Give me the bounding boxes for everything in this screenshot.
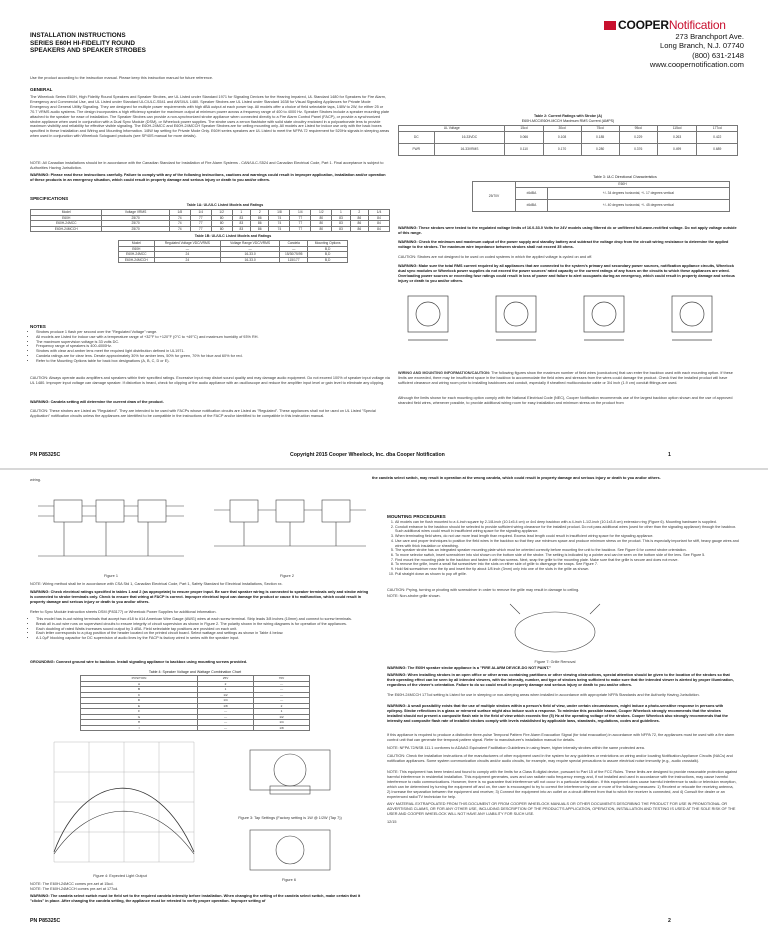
table-2 [398,125,738,156]
table-header-cell: POSITION [81,676,198,682]
table-cell: 80 [211,215,232,221]
table-cell: ±6dBA [516,187,548,199]
grounding-text: GROUNDING: Connect ground wire to backbox. Install signaling appliance to backbox using mounting screws provided. [30,660,248,664]
list-item: 6. To move selector switch, insert screwdriver into slot shown on the bottom side of the strobe. The setting is indicated by a pointer and can be seen on the bottom side of the lens. See Figure 5. [395,553,745,558]
table-header-cell: 177cd [697,126,738,132]
list-item: • Strobes with clear and amber lens meet the required light distribution defined in UL1971. [36,349,391,354]
table-header-cell: Candela [280,241,308,247]
caution-grille: CAUTION: Prying, turning or pivoting with screwdriver in order to remove the grille may result in damage to ceiling. [387,588,580,592]
table-header-cell: 2 [251,210,269,216]
list-item: • Each doubling of rated Watts increases sound output by 3 dBA. Field selectable tap positions are provided on each unit. [36,627,372,632]
list-item: 3. When terminating field wires, do not use more lead length than required. Excess lead length could result in insufficient wiring space for the signaling appliance. [395,534,745,539]
table-row [399,143,738,155]
general-warning: WARNING: Please read these instructions carefully. Failure to comply with any of the following instructions, cautions and warnings could result in improper application, installation and/or operation of these products in an emergency situation, which could result in property damage and serious injury or death to you and/or others. [30,173,386,182]
table-cell: 0.263 [657,131,697,143]
table-cell: 86 [350,221,368,227]
list-item: 10. Pull straight down as shown to pop off grille. [395,572,745,577]
table-header-cell: UL Voltage [399,126,505,132]
table-cell: 25/70V [473,182,516,212]
table-cell: 16-33VDC [434,131,505,143]
table-cell: B [81,687,198,693]
warning-power-supply: WARNING: Check the minimum and maximum output of the power supply and standby battery and subtract the voltage drop from the circuit wiring resistance to determine the applied voltage to the strobes. The maximum wire impedance between strobes shall not exceed 35 ohms. [398,240,729,249]
note-non-strobe: NOTE: Non-strobe grille shown. [387,594,441,598]
table-1a [30,209,390,232]
table-header-cell: Regulated Voltage VDC/VRMS [154,241,220,247]
table-cell: 74 [169,215,190,221]
figure-4-caption: Figure 4: Expected Light Output [93,874,147,878]
table-header-cell: 1/8 [169,210,190,216]
company-address [650,32,744,70]
table-cell: E [81,703,198,709]
table-cell: 83 [232,215,250,221]
table-cell: 1/2 [254,714,310,720]
wiring-note: NOTE: Wiring method shall be in accordance with CSA Std 1, Canadian Electrical Code, Part 1, Safety Standard for Electrical Installations, Section xx. [30,582,283,586]
caution-regulated: CAUTION: These strobes are Listed as "Regulated". They are intended to be used with FACPs whose notification circuits are Listed as "Regulated". These appliances shall not be used on UL Listed "Special Application" notification circuits unless the appliances are identified to be compatible in the instructions of the FACP and/or identified to be compatible in this instruction manual. [30,409,376,418]
list-item: • Break all in-out wire runs on supervised circuits to ensure integrity of circuit supervision as shown in Figure 2. The polarity shown in the wiring diagrams is for operation of the appliances. [36,622,372,627]
table-cell: A [81,681,198,687]
logo-product: Notification [668,18,726,32]
list-item: • This model has in-out wiring terminals that accept two #18 to #14 American Wire Gauge (AWG) wires at each screw terminal. Strip leads 3/8 inches (10mm) and connect to screw terminals. [36,617,372,622]
figure-2-caption: Figure 2 [280,574,294,578]
table-cell: 1/4 [198,698,254,704]
document-page-2 [0,470,768,932]
table-cell: 115/177 [280,257,308,263]
table-cell: E60H-24MCCH [31,226,102,232]
table-cell: 74 [169,226,190,232]
table-header-cell: 1/4 [190,210,211,216]
table-cell: 77 [190,215,211,221]
list-item: • Strobes produce 1 flash per second over the "Regulated Voltage" range. [36,330,391,335]
notes-heading: NOTES [30,324,46,329]
table-cell: DC [399,131,435,143]
table-cell: 83 [332,226,350,232]
table-cell: — [254,681,310,687]
table-cell: F [81,709,198,715]
table-cell: 15/30/75/95 [280,252,308,258]
page-number: 1 [668,452,671,458]
list-item: 8. To remove the grille, insert a small flat screwdriver into the slots on either side of grille to disengage the snaps. See Figure 7. [395,562,745,567]
table-cell: E60H-24MCC [119,252,155,258]
table-3-title: Table 3: ULC Directional Characteristics [593,175,657,179]
table-header-cell: 1/2 [311,210,332,216]
list-item: • Each letter corresponds to a plug position of the header located on the printed circuit board. Select wattage and settings as shown in Table 4 below. [36,631,372,636]
table-cell: D [81,698,198,704]
table-cell: E60H-24MCC [31,221,102,227]
table-cell: 84 [369,215,390,221]
warning-candela: WARNING: Candela setting will determine the current draw of the product. [30,400,164,404]
table-header-cell: 2 [350,210,368,216]
table-header-cell: 70V [254,676,310,682]
sync-module-ref: Refer to Sync Module instruction sheets DSM (P83177) or Wheelock Power Supplies for additional information. [30,610,217,614]
figure-6-diagram [230,824,350,878]
figure-7-caption: Figure 7: Grille Removal [534,660,576,664]
table-cell: 83 [332,221,350,227]
table-row [119,257,348,263]
disclaimer: ANY MATERIAL EXTRAPOLATED FROM THIS DOCUMENT OR FROM COOPER WHEELOCK MANUALS OR OTHER DOCUMENTS DESCRIBING THE PRODUCT FOR USE IN PROMOTIONAL OR ADVERTISING CLAIMS, OR FOR ANY OTHER USE, INCLUDING DESCRIPTION OF THE PRODUCT'S APPLICATION, OPERATION, INSTALLATION AND TESTING IS USED AT THE SOLE RISK OF THE USER AND COOPER WHEELOCK WILL NOT HAVE ANY LIABILITY FOR SUCH USE. [387,802,736,816]
table-cell: 83 [232,221,250,227]
table-cell: 1/2 [198,692,254,698]
table-cell: 25/70 [102,226,169,232]
table-cell: 24 [154,252,220,258]
table-cell: 86 [251,226,269,232]
address-line: Long Branch, N.J. 07740 [659,41,744,51]
table-cell: 16-33.0 [221,252,280,258]
list-item: • Frequency range of speakers is 400-4000Hz. [36,344,391,349]
general-heading: GENERAL [30,87,53,92]
table-cell: 2 [254,703,310,709]
table-cell: 74 [169,221,190,227]
table-1b-title: Table 1B: UL/ULC Listed Models and Ratings [194,234,272,238]
table-cell: +/- 40 degrees horizontal, +/- 45 degrees vertical [547,199,729,211]
table-cell: 0.066 [505,131,543,143]
warning-candela-switch: WARNING: The candela select switch must be field set to the required candela intensity before installation. When changing the setting of the candela select switch, make certain that it "clicks" in place. After changing the candela setting, the appliance must be retested to verify proper operation. Improper setting of [30,894,361,903]
table-cell: 2 [198,681,254,687]
list-item: • A 1.0μF blocking capacitor for DC supervision of audio lines by the FACP is factory wired in series with the speaker input. [36,636,372,641]
table-cell: 0.170 [543,143,581,155]
table-cell: B,D [308,257,348,263]
table-cell: 86 [251,221,269,227]
table-cell: 74 [269,226,290,232]
table-header-cell: 115cd [657,126,697,132]
table-header-cell: Model [31,210,102,216]
revision-date: 12/15 [387,820,397,824]
specifications-heading: SPECIFICATIONS [30,196,69,201]
table-cell: 1 [254,709,310,715]
table-cell: — [198,725,254,731]
mounting-procedures-heading: MOUNTING PROCEDURES [387,514,446,519]
part-number-page-2: PN P85325C [30,918,61,924]
table-cell: 25/70 [102,221,169,227]
table-header-cell: 1 [332,210,350,216]
table-cell: — [198,709,254,715]
notes-list [30,330,391,364]
address-line: www.coopernotification.com [649,60,744,70]
table-cell: B,D [308,252,348,258]
table-cell: E60H-24MCCH [119,257,155,263]
table-header-cell: 1/2 [211,210,232,216]
table-header-cell: 15cd [505,126,543,132]
caution-check-instructions: CAUTION: Check the installation instructions of the manufacturers of other equipment used in the system for any guidelines or restrictions on wiring and/or locating Notification Appliance Circuits (NACs) and notification appliances. Some system communication circuits and/or audio circuits, for example, may require special precautions to assure electrical noise immunity (e.g., audio crosstalk). [387,754,733,763]
table-4 [80,675,310,731]
list-item: 4. Use care and proper techniques to position the field wires in the backbox so that they use minimum space and produce minimum stress on the product. This is especially important for stiff, heavy gauge wires and wires with thick insulation or sheathing. [395,539,745,548]
wiring-diagram-figure-2 [210,486,370,572]
table-1b [118,240,348,263]
candela-continuation: the candela select switch, may result in operation at the wrong candela, which could result in property damage and serious injury or death to you and/or others. [372,476,661,480]
mounting-steps [387,520,745,576]
cooper-notification-logo [604,18,726,32]
table-cell: ±6dBA [516,199,548,211]
copyright: Copyright 2015 Cooper Wheelock, Inc. dba Cooper Notification [290,452,445,458]
table-cell: 24 [154,257,220,263]
table-cell: B,D [308,246,348,252]
note-177cd: The E60H-24MCCH 177cd setting is Listed for use in sleeping or non-sleeping areas when installed in accordance with appropriate NFPA Standards and the Authority Having Jurisdiction. [387,693,700,697]
grille-removal-figure [500,602,610,660]
table-header-cell: 25V [198,676,254,682]
table-cell: 80 [311,221,332,227]
table-cell: 1/8 [198,703,254,709]
table-cell: 25/70 [102,215,169,221]
table-cell: 0.499 [657,143,697,155]
table-4-title: Table 4: Speaker Voltage and Wattage Combination Chart [148,670,242,674]
temporal-pattern-text: If this appliance is required to produce a distinctive three-pulse Temporal Pattern Fire Alarm Evacuation Signal (for total evacuation) in accordance with NFPA 72, the appliances must be used with a fire alarm control unit that can generate the temporal pattern signal. Refer to manufacturer's installation manual for details. [387,733,735,742]
general-body: The Wheelock Series E60H, High Fidelity Round Speakers and Speaker Strobes, are UL Listed under Standard 1971 for Signaling Devices for the Hearing Impaired, UL Standard 1480 for Speakers for Fire Alarm, Emergency and Commercial Use, and UL Listed under Standard ULC/ULC-S541 and ANSI/UL 1480. Speaker Strobes are UL Listed under Standard 1638 for Visual Signaling Appliances for Private Mode Emergency and General Utility Signaling. They are designed for multiple power requirements with high dBA output at each power tap. All models offer a choice of field selectable taps, 1/8W to 2W, for either 25 or 70.7 VRMS audio systems. The design incorporates a high efficiency speaker for maximum output at minimum power across a frequency range of 400 to 4000 Hz. Speaker Strobes include a speaker mounting plate attached to the speaker for ease of installation. The Speaker Strobes can provide a non-synchronized strobe appliance when connected directly to a Fire Alarm Control Panel (FACP), or provide a synchronized strobe appliance when used in conjunction with a Dual Sync Module (DSM), or Wheelock power supplies. The strobe uses a xenon flashtube with solid state circuitry enclosed in a polycarbonate lens to provide maximum visibility and reliability for effective visible signaling. The E60H-24MCC and E60H-24MCCH Speaker Strobes are for ceiling mounting only. All models are Listed for indoor use only with the back boxes specified in these Installation and Wiring and Mounting Information. 1/8W tap setting for Private Mode Only. E60H series speakers are UL Listed to meet the NFPA 72 requirement for 520Hz signals in sleeping areas when used in conjunction with Wheelock Sologuard products (see SP40S manual for more details). [30,95,390,139]
candela-preset-note-2: NOTE: The E60H-24MCCH comes pre-set at 177cd. [30,887,119,891]
table-cell: — [221,246,280,252]
table-cell: 1/4 [254,720,310,726]
warning-rms-current: WARNING: Make sure the total RMS current required by all appliances that are connected to the system's primary and secondary power sources, notification appliance circuits, Wheelock dual sync modules or Wheelock power supplies do not exceed the power sources' rated capacity or the current ratings of any fuses on the circuits to which these appliances are wired. Overloading power sources or exceeding fuse ratings could result in loss of power and failure to alert occupants during an emergency, which could result in property damage and serious injury or death to you and/or others. [398,264,735,283]
table-header-cell: Mounting Options [308,241,348,247]
caution-amplifiers: CAUTION: Always operate audio amplifiers and speakers within their specified ratings. Excessive input may distort sound quality and may damage audio equipment. Do not exceed 100% of speaker input voltage via UL 1480. Improper input voltage can damage speaker. If distortion is heard, check for clipping of the audio appliance with an oscilloscope and reduce the amplifier input level or gain level to eliminate any clipping. [30,376,390,385]
warning-strobe-location: WARNING: When installing strobes in an open office or other areas containing partitions or other viewing obstructions, special attention should be given to the location of the strobes so that their operating effect can be seen by all intended viewers, with the intensity, number, and type of strobes being sufficient to make sure that the intended viewer is alerted by proper illumination, regardless of the viewer's orientation. Failure to do so could result in property damage and serious injury or death to you and/or others. [387,673,734,687]
table-cell: — [254,698,310,704]
note-fcc: NOTE: This equipment has been tested and found to comply with the limits for a Class B digital device, pursuant to Part 15 of the FCC Rules. These limits are designed to provide reasonable protection against harmful interference in residential installation. This equipment generates, uses and can radiate radio frequency energy and, if not installed and used in accordance with the instructions, may cause harmful interference to radio communications. However, there is no guarantee that interference will not occur in a particular installation. If this equipment does cause harmful interference to radio or television reception, which can be determined by turning the equipment off and on, the user is encouraged to try to correct the interference by one or more of the following measures: 1) Reorient or relocate the receiving antenna, 2) Increase the separation between the equipment and receiver, 3) Connect the equipment into an outlet on a circuit different from that to which the receiver is connected, and 4) Consult the dealer or an experienced radio/TV technician for help. [387,770,737,799]
wiring-text-2: Although the limits shown for each mounting option comply with the National Electrical Code (NEC), Cooper Notification recommends use of the largest backbox option shown and the use of approved stranded field wires, whenever possible, to provide additional wiring room for easy installation and minimum stress on the product from [398,396,733,405]
table-2-title: Table 2: Current Ratings with Strobe (A) [533,114,603,118]
table-cell: — [280,246,308,252]
list-item: 2. Conduit entrance to the backbox should be selected to provide sufficient wiring clearance for the installed product. Do not pass additional wires (used for other than the signaling appliance) through the backbox. Such additional wires could result in insufficient wiring space for the signaling appliance. [395,525,745,534]
title-line: INSTALLATION INSTRUCTIONS [30,32,126,39]
table-cell: 16-33VRMS [434,143,505,155]
title-line: SERIES E60H HI-FIDELITY ROUND [30,39,135,47]
list-item: 5. The speaker strobe has an integrated speaker mounting plate which must be oriented correctly before mounting the unit to the backbox. See Figure 6 for correct strobe orientation. [395,548,745,553]
table-cell: 0.108 [543,131,581,143]
warning-do-not-paint: WARNING: The E60H speaker strobe appliance is a "FIRE ALARM DEVICE-DO NOT PAINT." [387,666,551,670]
table-cell: H [81,720,198,726]
table-row [31,226,390,232]
mounting-options-diagram [398,290,738,368]
table-header-cell: Voltage Range VDC/VRMS [221,241,280,247]
wiring-text: The following figures show the maximum number of field wires (conductors) that can enter the backbox used with each mounting option. If these limits are exceeded, there may be insufficient space in the backbox to accommodate the field wires and stresses from the wires could damage the product. Check that the installed product will have sufficient clearance and wiring room prior to installing backboxes and conduit, especially if sheathed multiconductor cable or 3/4 inch (1.9 cm) conduit fittings are used. [398,371,733,385]
cooper-logo-mark-icon [604,21,616,30]
logo-brand: COOPER [618,18,669,32]
table-cell: 0.110 [505,143,543,155]
table-cell: 0.229 [619,131,657,143]
part-number: PN P85325C [30,452,61,458]
table-cell: 86 [350,215,368,221]
warning-terminals: WARNING: Check electrical ratings specified in tables 1 and 2 (as appropriate) to ensure proper input. Be sure that speaker wiring is connected to speaker terminals only and strobe wiring is connected to strobe terminals only. Check to ensure that wiring at FACP is correct. Improper electrical input can damage the product or cause it to malfunction, which could result in property damage and serious injury or death to you and/or others. [30,590,369,604]
table-cell: 77 [290,215,311,221]
wiring-diagram-figure-1 [34,486,202,572]
table-cell: 83 [332,215,350,221]
table-cell: 1/8 [254,725,310,731]
expected-light-output-figure [34,732,202,872]
table-cell: 0.280 [581,143,619,155]
table-cell: G [81,714,198,720]
table-cell: E60H [119,246,155,252]
table-header-cell: Voltage VRMS [102,210,169,216]
figure-6-caption: Figure 6 [282,878,296,882]
intro-text: Use the product according to the instruction manual. Please keep this instruction manual for future reference. [30,76,213,80]
table-1a-title: Table 1A: UL/ULC Listed Models and Ratings [186,203,264,207]
table-cell: +/- 34 degrees horizontal, +/- 17 degrees vertical [547,187,729,199]
wiring-mounting-text [398,371,738,386]
table-cell: 74 [269,215,290,221]
table-cell: 77 [190,221,211,227]
table-cell: — [254,692,310,698]
table-cell: — [254,687,310,693]
table-cell: 77 [190,226,211,232]
wiring-continuation: wiring. [30,478,41,482]
table-cell: — [198,720,254,726]
table-2-subtitle: E60H-MCC/E60H-MCCH Maximum RMS Current (AMPS) [521,119,615,123]
table-cell: 77 [290,221,311,227]
table-cell: — [198,714,254,720]
table-cell: I [81,725,198,731]
table-header-cell: 30cd [543,126,581,132]
table-header-cell: E60H [516,182,730,188]
table-header-cell: 1/8 [269,210,290,216]
table-row [81,725,310,731]
list-item: • The maximum supervision voltage is 33 volts DC. [36,340,391,345]
list-item: 9. Hold flat screwdriver near the tip and insert the tip about 1/8 inch (3mm) only into one of the slots in the grille as shown. [395,567,745,572]
table-header-cell: Model [119,241,155,247]
list-item: • Refer to the Mounting Options table for back box designations (A, B, C, D or E). [36,359,391,364]
list-item: 1. All models can be flush mounted to a 4-inch square by 2-1/8-inch (10.1x5.4 cm) or 4x4 deep backbox with a 4-inch 1-1/2-inch (10.1x3.8 cm) extension ring (Figure 6). Mounting hardware is supplied. [395,520,745,525]
table-cell: 86 [350,226,368,232]
table-cell: 83 [232,226,250,232]
table-cell: 0.689 [697,143,738,155]
list-item: • All models are Listed for indoor use with a temperature range of +32°F to +120°F (0°C to +49°C) and maximum humidity of 93% RH. [36,335,391,340]
table-row [399,131,738,143]
table-cell: 80 [311,215,332,221]
table-cell: 86 [251,215,269,221]
table-cell: 74 [269,221,290,227]
table-cell: 84 [369,221,390,227]
table-cell: C [81,692,198,698]
list-item: • Candela ratings are for clear lens. Derate approximately 30% for amber lens, 50% for green, 70% for blue and 60% for red. [36,354,391,359]
table-header-cell: 1 [232,210,250,216]
warning-regulated-voltage: WARNING: These strobes were tested to the regulated voltage limits of 16.0-33.0 Volts for 24V models using filtered dc or unfiltered full-wave-rectified voltage. Do not apply voltage outside of this range. [398,226,737,235]
table-cell: 84 [369,226,390,232]
table-cell: 1 [198,687,254,693]
tap-settings-figure [210,740,370,810]
table-cell: 80 [311,226,332,232]
table-cell: 0.422 [697,131,738,143]
address-line: (800) 631-2148 [692,50,744,60]
table-header-cell: 75cd [581,126,619,132]
table-cell: 0.185 [581,131,619,143]
title-line: SPEAKERS AND SPEAKER STROBES [30,47,146,55]
wiring-heading: WIRING AND MOUNTING INFORMATION/CAUTION: [398,371,491,375]
table-header-cell: 1/4 [290,210,311,216]
table-cell: 0.376 [619,143,657,155]
list-item: 7. Find mount the mounting plate to the backbox and fasten it with two screws. Next, snap the grille to the mounting plate. Make sure that the grille is secure and does not move. [395,558,745,563]
table-cell: 77 [290,226,311,232]
caution-coded-systems: CAUTION: Strobes are not designed to be used on coded systems in which the applied voltage is cycled on and off. [398,255,593,259]
table-cell: 80 [211,226,232,232]
table-3 [472,181,730,212]
table-cell: E60H [31,215,102,221]
table-header-cell: 1/4 [369,210,390,216]
table-cell: 16-33.0 [221,257,280,263]
page-number-2: 2 [668,918,671,924]
table-header-cell: 95cd [619,126,657,132]
note-nfpa: NOTE: NFPA 72/NSB 111.1 conforms to ADAAG Equivalent Facilitation Guidelines in using fewer, higher intensity strobes within the same protected area. [387,746,645,750]
table-cell: FWR [399,143,435,155]
candela-preset-note-1: NOTE: The E60H-24MCC comes pre-set at 15cd. [30,882,114,886]
document-title [30,32,146,55]
canadian-note: NOTE: All Canadian installations should be in accordance with the Canadian Standard for Installation of Fire Alarm Systems - CAN/ULC-S524 and Canadian Electrical Code, Part 1. Final acceptance is subject to Authorities Having Jurisdiction. [30,161,384,170]
wiring-bullets [30,617,372,641]
figure-1-caption: Figure 1 [104,574,118,578]
figure-3-caption: Figure 3: Tap Settings (Factory setting is 1W @ 1/2W (Tap 7)) [238,816,342,820]
address-line: 273 Branchport Ave. [675,32,744,41]
warning-epilepsy: WARNING: A small possibility exists that the use of multiple strobes within a person's field of view, under certain circumstances, might induce a photo-sensitive response in persons with epilepsy. Strobe reflections in a glass or mirrored surface might also induce such a response. To minimize this possible hazard, Cooper Wheelock strongly recommends that the strobes installed should not present a composite flash rate in the field of view which exceeds five (5) Hz at the operating voltage of the strobes. Cooper Wheelock also strongly recommends that the intensity and composite flash rate of installed strobes comply with levels established by applicable laws, standards, regulations, codes and guidelines. [387,704,728,723]
table-cell: — [154,246,220,252]
table-cell: 80 [211,221,232,227]
